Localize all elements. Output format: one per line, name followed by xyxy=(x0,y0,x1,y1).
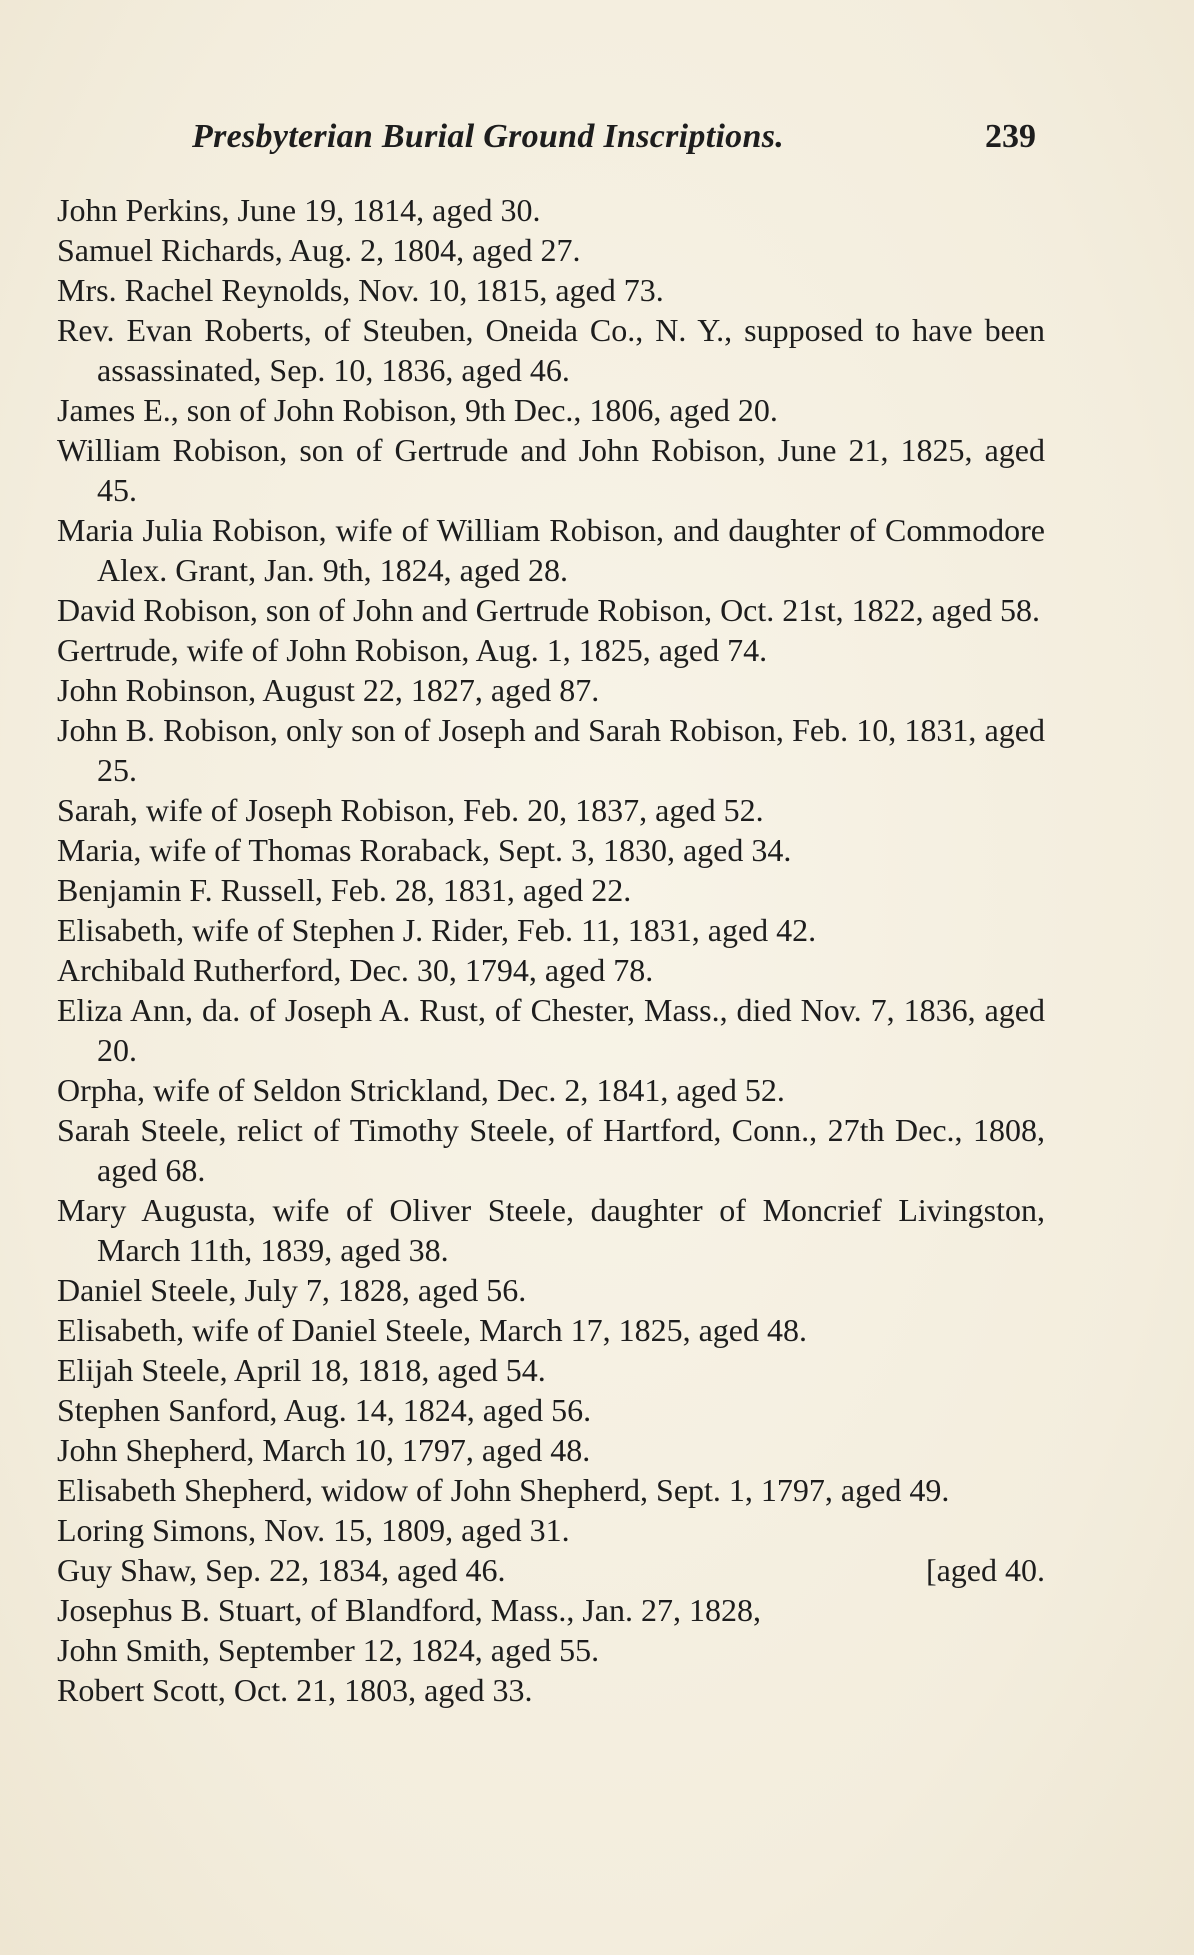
inscription-entry: John B. Robison, only son of Joseph and Sarah Robison, Feb. 10, 1831, aged 25. xyxy=(57,712,1045,788)
running-header xyxy=(192,118,1044,168)
inscription-entry: Robert Scott, Oct. 21, 1803, aged 33. xyxy=(57,1672,533,1708)
inscription-entry: Gertrude, wife of John Robison, Aug. 1, 1825, aged 74. xyxy=(57,632,768,668)
inscription-entry: John Smith, September 12, 1824, aged 55. xyxy=(57,1632,600,1668)
inscription-entry: Maria Julia Robison, wife of William Robison, and daughter of Commodore Alex. Grant, Jan. 9th, 1824, aged 28. xyxy=(57,512,1045,588)
inscription-entry: Maria, wife of Thomas Roraback, Sept. 3, 1830, aged 34. xyxy=(57,832,792,868)
continuation-fragment: [aged 40. xyxy=(925,1552,1045,1588)
inscription-entry: Eliza Ann, da. of Joseph A. Rust, of Chester, Mass., died Nov. 7, 1836, aged 20. xyxy=(57,992,1045,1068)
page-title: Presbyterian Burial Ground Inscriptions. xyxy=(192,118,785,155)
inscription-entry: Benjamin F. Russell, Feb. 28, 1831, aged 22. xyxy=(57,872,632,908)
inscription-entry: Elisabeth, wife of Daniel Steele, March 17, 1825, aged 48. xyxy=(57,1312,807,1348)
inscription-entry: Elijah Steele, April 18, 1818, aged 54. xyxy=(57,1352,546,1388)
inscription-entry: Sarah, wife of Joseph Robison, Feb. 20, 1837, aged 52. xyxy=(57,792,764,828)
inscription-entry-left: Guy Shaw, Sep. 22, 1834, aged 46. xyxy=(57,1552,506,1588)
inscription-entry: William Robison, son of Gertrude and John Robison, June 21, 1825, aged 45. xyxy=(57,432,1045,508)
inscription-entry: James E., son of John Robison, 9th Dec., 1806, aged 20. xyxy=(57,392,778,428)
inscription-entry: John Robinson, August 22, 1827, aged 87. xyxy=(57,672,600,708)
inscription-entry-with-continuation xyxy=(57,1550,1045,1590)
page-number: 239 xyxy=(985,118,1036,155)
inscription-entry: Mrs. Rachel Reynolds, Nov. 10, 1815, aged 73. xyxy=(57,272,664,308)
inscription-entry: Samuel Richards, Aug. 2, 1804, aged 27. xyxy=(57,232,581,268)
inscription-entry: Orpha, wife of Seldon Strickland, Dec. 2, 1841, aged 52. xyxy=(57,1072,785,1108)
inscription-entry: John Shepherd, March 10, 1797, aged 48. xyxy=(57,1432,591,1468)
inscription-entry: Loring Simons, Nov. 15, 1809, aged 31. xyxy=(57,1512,570,1548)
inscription-entry: Stephen Sanford, Aug. 14, 1824, aged 56. xyxy=(57,1392,592,1428)
inscription-entry: Josephus B. Stuart, of Blandford, Mass., Jan. 27, 1828, xyxy=(57,1592,761,1628)
inscription-entry: David Robison, son of John and Gertrude Robison, Oct. 21st, 1822, aged 58. xyxy=(57,592,1041,628)
inscription-entry: Daniel Steele, July 7, 1828, aged 56. xyxy=(57,1272,527,1308)
inscription-entry: Elisabeth Shepherd, widow of John Shepherd, Sept. 1, 1797, aged 49. xyxy=(57,1472,950,1508)
inscription-entry: Elisabeth, wife of Stephen J. Rider, Feb. 11, 1831, aged 42. xyxy=(57,912,817,948)
inscription-entry: John Perkins, June 19, 1814, aged 30. xyxy=(57,192,541,228)
inscription-list xyxy=(57,190,1045,1710)
inscription-entry: Rev. Evan Roberts, of Steuben, Oneida Co., N. Y., supposed to have been assassinated, Sep. 10, 1836, aged 46. xyxy=(57,312,1045,388)
inscription-entry: Mary Augusta, wife of Oliver Steele, daughter of Moncrief Livingston, March 11th, 1839, aged 38. xyxy=(57,1192,1045,1268)
inscription-entry: Sarah Steele, relict of Timothy Steele, of Hartford, Conn., 27th Dec., 1808, aged 68. xyxy=(57,1112,1045,1188)
inscription-entry: Archibald Rutherford, Dec. 30, 1794, aged 78. xyxy=(57,952,654,988)
